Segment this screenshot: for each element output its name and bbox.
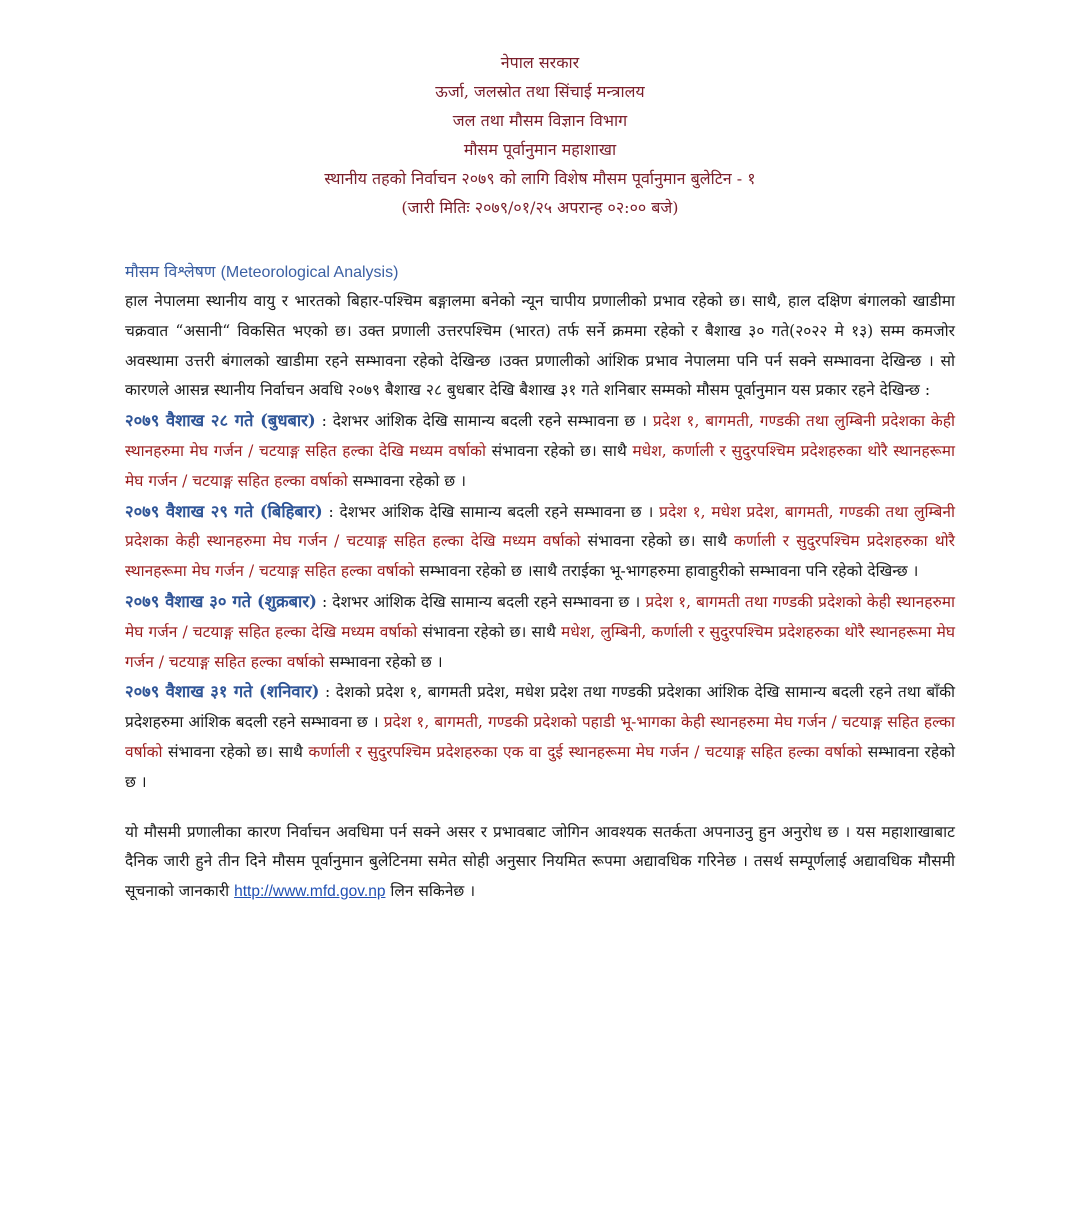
forecast-rain-primary: प्रदेश १, बागमती तथा गण्डकी प्रदेशको केही स्थानहरुमा मेघ गर्जन / चटयाङ्ग सहित हल्का देखि मध्यम वर्षाको — [125, 592, 955, 641]
forecast-connector: संभावना रहेको छ। साथै — [417, 622, 561, 641]
forecast-general: : देशको प्रदेश १, बागमती प्रदेश, मधेश प्रदेश तथा गण्डकी प्रदेशका आंशिक देखि सामान्य बदली रहने तथा बाँकी प्रदेशहरुमा आंशिक बदली रहने सम्भावना छ । — [125, 683, 955, 732]
forecast-day-1 — [125, 406, 955, 496]
forecast-day-4 — [125, 677, 955, 797]
division-name: मौसम पूर्वानुमान महाशाखा — [463, 140, 617, 159]
bulletin-page — [125, 48, 955, 907]
ministry-name: ऊर्जा, जलस्रोत तथा सिंचाई मन्त्रालय — [435, 82, 645, 101]
closing-note — [125, 818, 955, 907]
forecast-rain-secondary: मधेश, लुम्बिनी, कर्णाली र सुदुरपश्चिम प्रदेशहरुका थोरै स्थानहरूमा मेघ गर्जन / चटयाङ्ग सहित हल्का वर्षाको — [125, 622, 955, 671]
forecast-date: २०७९ वैशाख २९ गते (बिहिबार) — [125, 501, 323, 521]
forecast-end: सम्भावना रहेको छ । — [125, 742, 955, 791]
forecast-rain-primary: प्रदेश १, बागमती, गण्डकी तथा लुम्बिनी प्रदेशका केही स्थानहरुमा मेघ गर्जन / चटयाङ्ग सहित हल्का देखि मध्यम वर्षाको — [125, 412, 955, 460]
closing-text: यो मौसमी प्रणालीका कारण निर्वाचन अवधिमा पर्न सक्ने असर र प्रभावबाट जोगिन आवश्यक सतर्कता अपनाउनु हुन अनुरोध छ । यस महाशाखाबाट दैनिक जारी हुने तीन दिने मौसम पूर्वानुमान बुलेटिनमा समेत सोही अनुसार नियमित रूपमा अद्यावधिक गरिनेछ । तसर्थ सम्पूर्णलाई अद्यावधिक मौसमी सूचनाको जानकारी — [125, 822, 955, 901]
analysis-heading-en: (Meteorological Analysis) — [220, 264, 399, 281]
analysis-intro: हाल नेपालमा स्थानीय वायु र भारतको बिहार-पश्चिम बङ्गालमा बनेको न्यून चापीय प्रणालीको प्रभाव रहेको छ। साथै, हाल दक्षिण बंगालको खाडीमा चक्रवात “असानी“ विकसित भएको छ। उक्त प्रणाली उत्तरपश्चिम (भारत) तर्फ सर्ने क्रममा रहेको र बैशाख ३० गते(२०२२ मे १३) सम्म कमजोर अवस्थामा उत्तरी बंगालको खाडीमा रहने सम्भावना रहेको देखिन्छ ।उक्त प्रणालीको आंशिक प्रभाव नेपालमा पनि पर्न सक्ने सम्भावना देखिन्छ । सो कारणले आसन्न स्थानीय निर्वाचन अवधि २०७९ बैशाख २८ बुधबार देखि बैशाख ३१ गते शनिबार सम्मको मौसम पूर्वानुमान यस प्रकार रहने देखिन्छ : — [125, 292, 955, 400]
forecast-rain-secondary: कर्णाली र सुदुरपश्चिम प्रदेशहरुका एक वा दुई स्थानहरूमा मेघ गर्जन / चटयाङ्ग सहित हल्का वर्षाको — [308, 742, 863, 761]
forecast-end: सम्भावना रहेको छ । — [324, 652, 443, 671]
forecast-connector: संभावना रहेको छ। साथै — [486, 441, 633, 460]
forecast-date: २०७९ वैशाख २८ गते (बुधबार) — [125, 411, 316, 431]
forecast-rain-primary: प्रदेश १, बागमती, गण्डकी प्रदेशको पहाडी भू-भागका केही स्थानहरुमा मेघ गर्जन / चटयाङ्ग सहित हल्का वर्षाको — [125, 713, 955, 761]
issue-date: (जारी मितिः २०७९/०१/२५ अपरान्ह ०२:०० बजे) — [401, 198, 679, 217]
forecast-day-3 — [125, 587, 955, 677]
forecast-rain-secondary: मधेश, कर्णाली र सुदुरपश्चिम प्रदेशहरुका थोरै स्थानहरूमा मेघ गर्जन / चटयाङ्ग सहित हल्का वर्षाको — [125, 441, 956, 490]
forecast-general: : देशभर आंशिक देखि सामान्य बदली रहने सम्भावना छ । — [315, 412, 653, 431]
forecast-date: २०७९ वैशाख ३१ गते (शनिवार) — [125, 682, 320, 702]
forecast-connector: संभावना रहेको छ। साथै — [162, 742, 309, 761]
bulletin-title: स्थानीय तहको निर्वाचन २०७९ को लागि विशेष मौसम पूर्वानुमान बुलेटिन - १ — [324, 169, 756, 188]
bulletin-header — [125, 48, 955, 222]
department-name: जल तथा मौसम विज्ञान विभाग — [452, 111, 628, 130]
forecast-day-2 — [125, 497, 955, 587]
analysis-heading — [125, 260, 955, 285]
forecast-rain-primary: प्रदेश १, मधेश प्रदेश, बागमती, गण्डकी तथा लुम्बिनी प्रदेशका केही स्थानहरुमा मेघ गर्जन / चटयाङ्ग सहित हल्का देखि मध्यम वर्षाको — [125, 502, 956, 551]
closing-text-end: लिन सकिनेछ । — [385, 882, 476, 901]
forecast-date: २०७९ वैशाख ३० गते (शुक्रबार) — [125, 591, 317, 611]
forecast-general: : देशभर आंशिक देखि सामान्य बदली रहने सम्भावना छ । — [322, 502, 660, 521]
forecast-connector: संभावना रहेको छ। साथै — [580, 532, 735, 551]
government-name: नेपाल सरकार — [500, 53, 580, 72]
forecast-end: सम्भावना रहेको छ ।साथै तराईका भू-भागहरुमा हावाहुरीको सम्भावना पनि रहेको देखिन्छ । — [414, 562, 919, 581]
mfd-website-link[interactable]: http://www.mfd.gov.np — [234, 883, 386, 901]
forecast-rain-secondary: कर्णाली र सुदुरपश्चिम प्रदेशहरुका थोरै स्थानहरूमा मेघ गर्जन / चटयाङ्ग सहित हल्का वर्षाको — [125, 532, 955, 581]
analysis-heading-np: मौसम विश्लेषण — [125, 262, 216, 281]
forecast-general: : देशभर आंशिक देखि सामान्य बदली रहने सम्भावना छ । — [316, 592, 646, 611]
forecast-end: सम्भावना रहेको छ । — [347, 471, 466, 490]
